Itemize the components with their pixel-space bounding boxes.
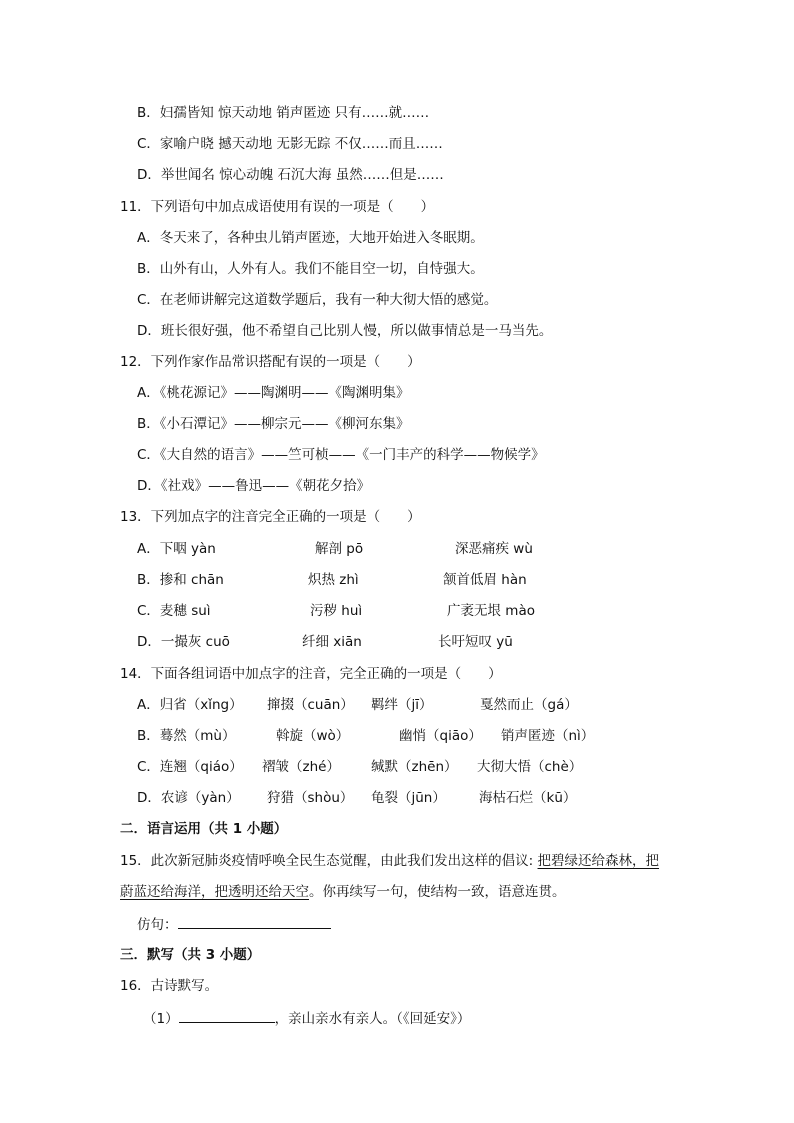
q12-option-d: D．《社戏》——鲁迅——《朝花夕拾》 bbox=[137, 478, 371, 494]
q15-answer-line bbox=[137, 914, 331, 934]
q14-d-col3: 龟裂（jūn） bbox=[371, 790, 446, 806]
q13-d-col2: 纤细 xiān bbox=[302, 634, 362, 650]
q13-c-col2: 污秽 huì bbox=[310, 603, 363, 619]
q14-b-col3: 幽悄（qiāo） bbox=[399, 728, 482, 744]
q14-a-col3: 羁绊（jī） bbox=[371, 697, 433, 713]
q14-c-col1: C．连翘（qiáo） bbox=[137, 759, 243, 775]
q16-part1-number: （1） bbox=[143, 1011, 179, 1027]
q14-b-col1: B．蓦然（mù） bbox=[137, 728, 236, 744]
q11-option-d: D．班长很好强，他不希望自己比别人慢，所以做事情总是一马当先。 bbox=[137, 323, 553, 339]
q12-option-a: A．《桃花源记》——陶渊明——《陶渊明集》 bbox=[137, 385, 410, 401]
section-3-heading: 三．默写（共 3 小题） bbox=[120, 947, 261, 963]
q15-line1 bbox=[120, 852, 659, 870]
q14-b-col2: 斡旋（wò） bbox=[276, 728, 350, 744]
q10-option-d: D．举世闻名 惊心动魄 石沉大海 虽然……但是…… bbox=[137, 167, 444, 183]
q15-prefix: 15．此次新冠肺炎疫情呼唤全民生态觉醒，由此我们发出这样的倡议: bbox=[120, 853, 538, 869]
q14-d-col1: D．农谚（yàn） bbox=[137, 790, 240, 806]
q13-b-col2: 炽热 zhì bbox=[308, 572, 359, 588]
q11-option-a: A．冬天来了，各种虫儿销声匿迹，大地开始进入冬眠期。 bbox=[137, 230, 484, 246]
q12-option-b: B．《小石潭记》——柳宗元——《柳河东集》 bbox=[137, 416, 410, 432]
q15-rest: 。你再续写一句，使结构一致，语意连贯。 bbox=[309, 884, 566, 900]
q13-c-col3: 广袤无垠 mào bbox=[447, 603, 535, 619]
q16-part1 bbox=[143, 1008, 470, 1028]
q16-part1-blank[interactable] bbox=[179, 1008, 275, 1023]
q14-stem: 14．下面各组词语中加点字的注音，完全正确的一项是（ ） bbox=[120, 666, 502, 682]
q14-c-col4: 大彻大悟（chè） bbox=[477, 759, 583, 775]
q15-line2 bbox=[120, 883, 566, 901]
q13-b-col1: B．掺和 chān bbox=[137, 572, 224, 588]
q15-underlined-1: 把碧绿还给森林，把 bbox=[537, 853, 660, 869]
q13-d-col1: D．一撮灰 cuō bbox=[137, 634, 230, 650]
q13-a-col1: A．下咽 yàn bbox=[137, 541, 216, 557]
q13-stem: 13．下列加点字的注音完全正确的一项是（ ） bbox=[120, 509, 421, 525]
q11-option-b: B．山外有山，人外有人。我们不能目空一切，自恃强大。 bbox=[137, 261, 484, 277]
q11-option-c: C．在老师讲解完这道数学题后，我有一种大彻大悟的感觉。 bbox=[137, 292, 498, 308]
q14-c-col3: 缄默（zhēn） bbox=[371, 759, 458, 775]
q14-d-col4: 海枯石烂（kū） bbox=[479, 790, 577, 806]
q13-d-col3: 长吁短叹 yū bbox=[438, 634, 513, 650]
q14-d-col2: 狩猎（shòu） bbox=[267, 790, 354, 806]
q12-stem: 12．下列作家作品常识搭配有误的一项是（ ） bbox=[120, 354, 421, 370]
q10-option-c: C．家喻户晓 撼天动地 无影无踪 不仅……而且…… bbox=[137, 136, 443, 152]
q13-c-col1: C．麦穗 suì bbox=[137, 603, 211, 619]
q10-option-b: B．妇孺皆知 惊天动地 销声匿迹 只有……就…… bbox=[137, 105, 430, 121]
q14-a-col1: A．归省（xǐng） bbox=[137, 697, 243, 713]
q15-fangju-label: 仿句： bbox=[137, 917, 178, 933]
q16-stem: 16．古诗默写。 bbox=[120, 978, 219, 994]
q14-a-col2: 撺掇（cuān） bbox=[267, 697, 354, 713]
q13-a-col3: 深恶痛疾 wù bbox=[455, 541, 533, 557]
q15-underlined-2: 蔚蓝还给海洋，把透明还给天空 bbox=[120, 884, 309, 900]
q13-a-col2: 解剖 pō bbox=[315, 541, 364, 557]
q13-b-col3: 颔首低眉 hàn bbox=[443, 572, 527, 588]
q14-a-col4: 戛然而止（gá） bbox=[480, 697, 578, 713]
q16-part1-rest: ，亲山亲水有亲人。（《回延安》） bbox=[274, 1011, 471, 1027]
section-2-heading: 二．语言运用（共 1 小题） bbox=[120, 821, 288, 837]
q14-b-col4: 销声匿迹（nì） bbox=[501, 728, 595, 744]
q11-stem: 11．下列语句中加点成语使用有误的一项是（ ） bbox=[120, 199, 435, 215]
q15-answer-blank[interactable] bbox=[178, 914, 331, 929]
q12-option-c: C．《大自然的语言》——竺可桢——《一门丰产的科学——物候学》 bbox=[137, 447, 545, 463]
q14-c-col2: 褶皱（zhé） bbox=[262, 759, 340, 775]
